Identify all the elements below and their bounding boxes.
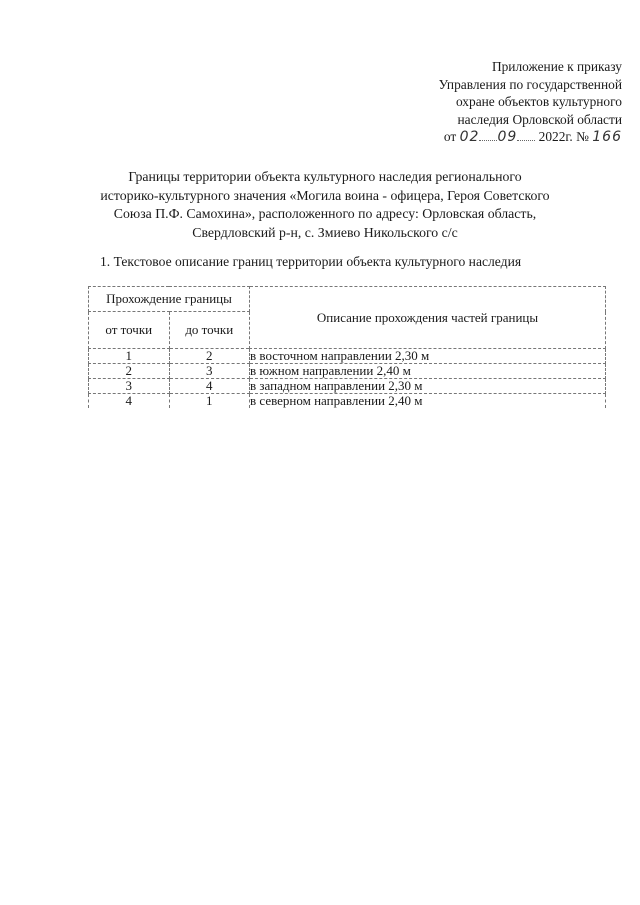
section-number: 1. bbox=[100, 254, 111, 269]
document-title bbox=[60, 168, 590, 242]
order-year: 2022г. bbox=[538, 129, 573, 145]
order-day: 02 bbox=[459, 129, 480, 146]
cell-to: 2 bbox=[169, 349, 250, 364]
title-line: историко-культурного значения «Могила воина - офицера, Героя Советского bbox=[100, 187, 550, 203]
boundary-table bbox=[88, 286, 606, 408]
header-from: от точки bbox=[89, 312, 170, 349]
table-row bbox=[89, 394, 606, 409]
cell-to: 3 bbox=[169, 364, 250, 379]
appendix-line: наследия Орловской области bbox=[457, 111, 622, 127]
cell-from: 1 bbox=[89, 349, 170, 364]
header-group: Прохождение границы bbox=[89, 287, 250, 312]
order-month: 09 bbox=[497, 129, 518, 146]
title-line: Границы территории объекта культурного наследия регионального bbox=[128, 169, 522, 184]
cell-from: 2 bbox=[89, 364, 170, 379]
cell-to: 1 bbox=[169, 394, 250, 409]
blank-underline bbox=[479, 130, 497, 141]
table-row bbox=[89, 349, 606, 364]
cell-description: в западном направлении 2,30 м bbox=[250, 379, 606, 394]
table-row bbox=[89, 364, 606, 379]
cell-from: 3 bbox=[89, 379, 170, 394]
order-number-sign: № bbox=[576, 129, 589, 145]
cell-from: 4 bbox=[89, 394, 170, 409]
order-prefix: от bbox=[443, 129, 457, 145]
appendix-line: охране объектов культурного bbox=[455, 94, 622, 110]
appendix-line: Управления по государственной bbox=[438, 76, 622, 92]
appendix-header bbox=[382, 58, 622, 147]
order-line bbox=[382, 128, 622, 147]
title-line: Союза П.Ф. Самохина», расположенного по адресу: Орловская область, bbox=[113, 206, 537, 222]
section-text: Текстовое описание границ территории объекта культурного наследия bbox=[113, 254, 522, 269]
cell-to: 4 bbox=[169, 379, 250, 394]
cell-description: в северном направлении 2,40 м bbox=[250, 394, 606, 409]
cell-description: в восточном направлении 2,30 м bbox=[250, 349, 606, 364]
table-row bbox=[89, 379, 606, 394]
cell-description: в южном направлении 2,40 м bbox=[250, 364, 606, 379]
blank-underline bbox=[517, 130, 535, 141]
header-description: Описание прохождения частей границы bbox=[250, 287, 606, 349]
table-header-row bbox=[89, 287, 606, 312]
title-line: Свердловский р-н, с. Змиево Никольского с/с bbox=[192, 224, 458, 240]
order-number: 166 bbox=[592, 129, 622, 146]
appendix-line: Приложение к приказу bbox=[491, 59, 622, 74]
section-heading bbox=[100, 254, 521, 270]
header-to: до точки bbox=[169, 312, 250, 349]
